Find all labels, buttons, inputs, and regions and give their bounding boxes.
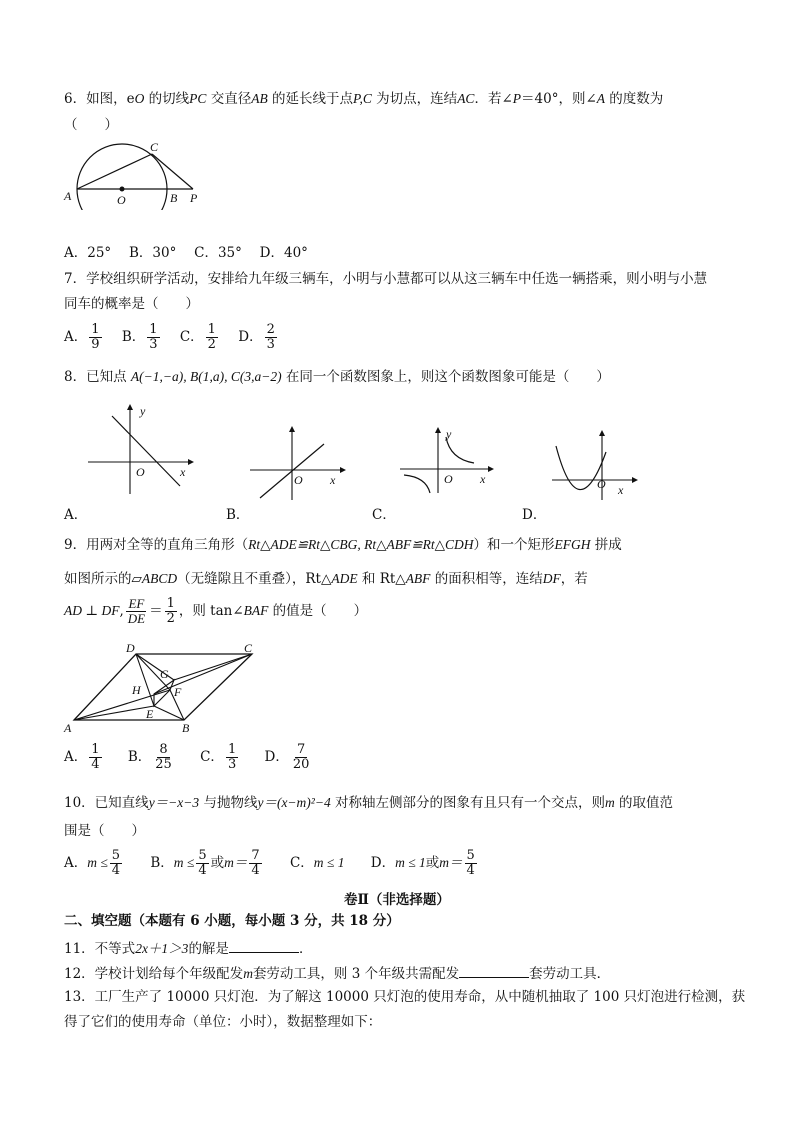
q6-options: A．25° B．30° C．35° D．40° — [64, 245, 308, 261]
svg-text:O: O — [597, 477, 606, 491]
q9-opt-c-frac: $\frac{1}{3}$ — [227, 742, 237, 772]
q13-line1: 13．工厂生产了 10000 只灯泡．为了解这 10000 只灯泡的使用寿命，从中随机抽取了 100 只灯泡进行检测，获 — [64, 989, 746, 1005]
label-c: C — [150, 140, 159, 154]
center-dot — [120, 187, 125, 192]
q9-options: A． $\frac{1}{4}$ B． $\frac{8}{25}$ C． $\frac{1}{3}$ D． $\frac{7}{20}$ — [64, 742, 310, 772]
svg-text:O: O — [136, 465, 145, 479]
svg-text:x: x — [180, 465, 186, 479]
label-a: A — [64, 189, 72, 203]
q6-paren: （ ） — [64, 117, 118, 133]
q9-opt-d-frac: $\frac{7}{20}$ — [292, 742, 310, 772]
q10-opt-b-frac1: $\frac{5}{4}$ — [198, 848, 207, 878]
label-p: P — [190, 191, 198, 205]
q13-line2: 得了它们的使用寿命（单位：小时），数据整理如下： — [64, 1014, 382, 1030]
label-o: O — [117, 193, 126, 207]
q10-opt-a-frac: $\frac{5}{4}$ — [111, 848, 121, 878]
svg-text:G: G — [160, 667, 169, 681]
label-b: B — [170, 191, 178, 205]
q7-opt-c-frac: $\frac{1}{2}$ — [207, 322, 216, 352]
q10-line1: 10．已知直线y＝−x−3 与抛物线y＝(x−m)²−4 对称轴左侧部分的图象有且只有一个交点，则m 的取值范 — [64, 795, 674, 811]
q7-opt-a-frac: $\frac{1}{9}$ — [91, 322, 100, 352]
q6-line1: 6．如图，eO 的切线PC 交直径AB 的延长线于点P,C 为切点，连结AC．若∠P＝40°，则∠A 的度数为 — [64, 91, 664, 107]
graph-a-line — [112, 416, 180, 486]
svg-text:x: x — [618, 483, 624, 497]
q8-line1: 8．已知点 A(−1,−a), B(1,a), C(3,a−2) 在同一个函数图象上，则这个函数图象可能是（ ） — [64, 369, 610, 385]
svg-text:O: O — [294, 473, 303, 487]
svg-text:D: D — [126, 641, 135, 655]
q8-graph-c — [398, 425, 498, 495]
q8-graph-b — [248, 422, 348, 502]
svg-text:y: y — [140, 404, 146, 418]
q10-opt-b-frac2: $\frac{7}{4}$ — [251, 848, 260, 878]
q6-circle-figure — [62, 138, 212, 210]
q8-opt-d: D． — [522, 507, 547, 523]
svg-text:B: B — [182, 721, 190, 735]
q8-graph-a — [84, 402, 194, 498]
q12-answer-blank[interactable] — [459, 963, 529, 978]
q9-parallelogram-figure — [62, 640, 272, 736]
q8-opt-b: B． — [226, 507, 250, 523]
q7-line2: 同车的概率是（ ） — [64, 296, 199, 312]
q10-line2: 围是（ ） — [64, 823, 145, 839]
svg-text:x: x — [330, 473, 336, 487]
q8-graph-d — [550, 428, 640, 502]
q11-line: 11．不等式2x＋1＞3的解是 ． — [64, 938, 312, 958]
svg-text:C: C — [244, 641, 253, 655]
svg-text:E: E — [146, 707, 154, 721]
q9-opt-b-frac: $\frac{8}{25}$ — [155, 742, 172, 772]
q9-ef-de-frac: $\frac{EF}{DE}$ — [127, 596, 146, 626]
section-heading: 二、填空题（本题有 6 小题，每小题 3 分，共 18 分） — [64, 913, 400, 929]
section-title: 卷Ⅱ（非选择题） — [344, 892, 450, 908]
q9-opt-a-frac: $\frac{1}{4}$ — [91, 742, 100, 772]
line-cp — [152, 154, 193, 189]
svg-text:F: F — [174, 685, 182, 699]
graph-c-branch-left — [404, 475, 430, 493]
svg-text:y: y — [446, 427, 452, 441]
q7-opt-b-frac: $\frac{1}{3}$ — [149, 322, 158, 352]
q9-line1: 9．用两对全等的直角三角形（Rt△ADE≌Rt△CBG, Rt△ABF≌Rt△CDH）和一个矩形EFGH 拼成 — [64, 537, 622, 553]
q9-line3: AD ⊥ DF, $\frac{EF}{DE}$ ＝ $\frac{1}{2}$ ，则 tan∠BAF 的值是（ ） — [64, 596, 368, 626]
svg-text:x: x — [480, 472, 486, 486]
svg-text:H: H — [132, 683, 141, 697]
q7-opt-d-frac: $\frac{2}{3}$ — [266, 322, 275, 352]
q10-opt-d-frac: $\frac{5}{4}$ — [466, 848, 475, 878]
q8-opt-c: C． — [372, 507, 396, 523]
q10-options: A．m ≤ $\frac{5}{4}$ B．m ≤ $\frac{5}{4}$ 或m＝ $\frac{7}{4}$ C．m ≤ 1 D．m ≤ 1或m＝ $\frac{5}{4}$ — [64, 848, 475, 878]
q9-half-frac: $\frac{1}{2}$ — [166, 596, 175, 626]
q9-line2: 如图所示的▱ABCD（无缝隙且不重叠），Rt△ADE 和 Rt△ABF 的面积相等，连结DF，若 — [64, 571, 588, 587]
svg-text:A: A — [64, 721, 72, 735]
q7-line1: 7．学校组织研学活动，安排给九年级三辆车，小明与小慧都可以从这三辆车中任选一辆搭乘，则小明与小慧 — [64, 271, 708, 287]
q12-line: 12．学校计划给每个年级配发m套劳动工具，则 3 个年级共需配发 套劳动工具． — [64, 963, 610, 983]
q7-options: A． $\frac{1}{9}$ B． $\frac{1}{3}$ C． $\frac{1}{2}$ D． $\frac{2}{3}$ — [64, 322, 275, 352]
q8-opt-a: A． — [64, 507, 88, 523]
q11-answer-blank[interactable] — [229, 938, 299, 953]
svg-text:O: O — [444, 472, 453, 486]
